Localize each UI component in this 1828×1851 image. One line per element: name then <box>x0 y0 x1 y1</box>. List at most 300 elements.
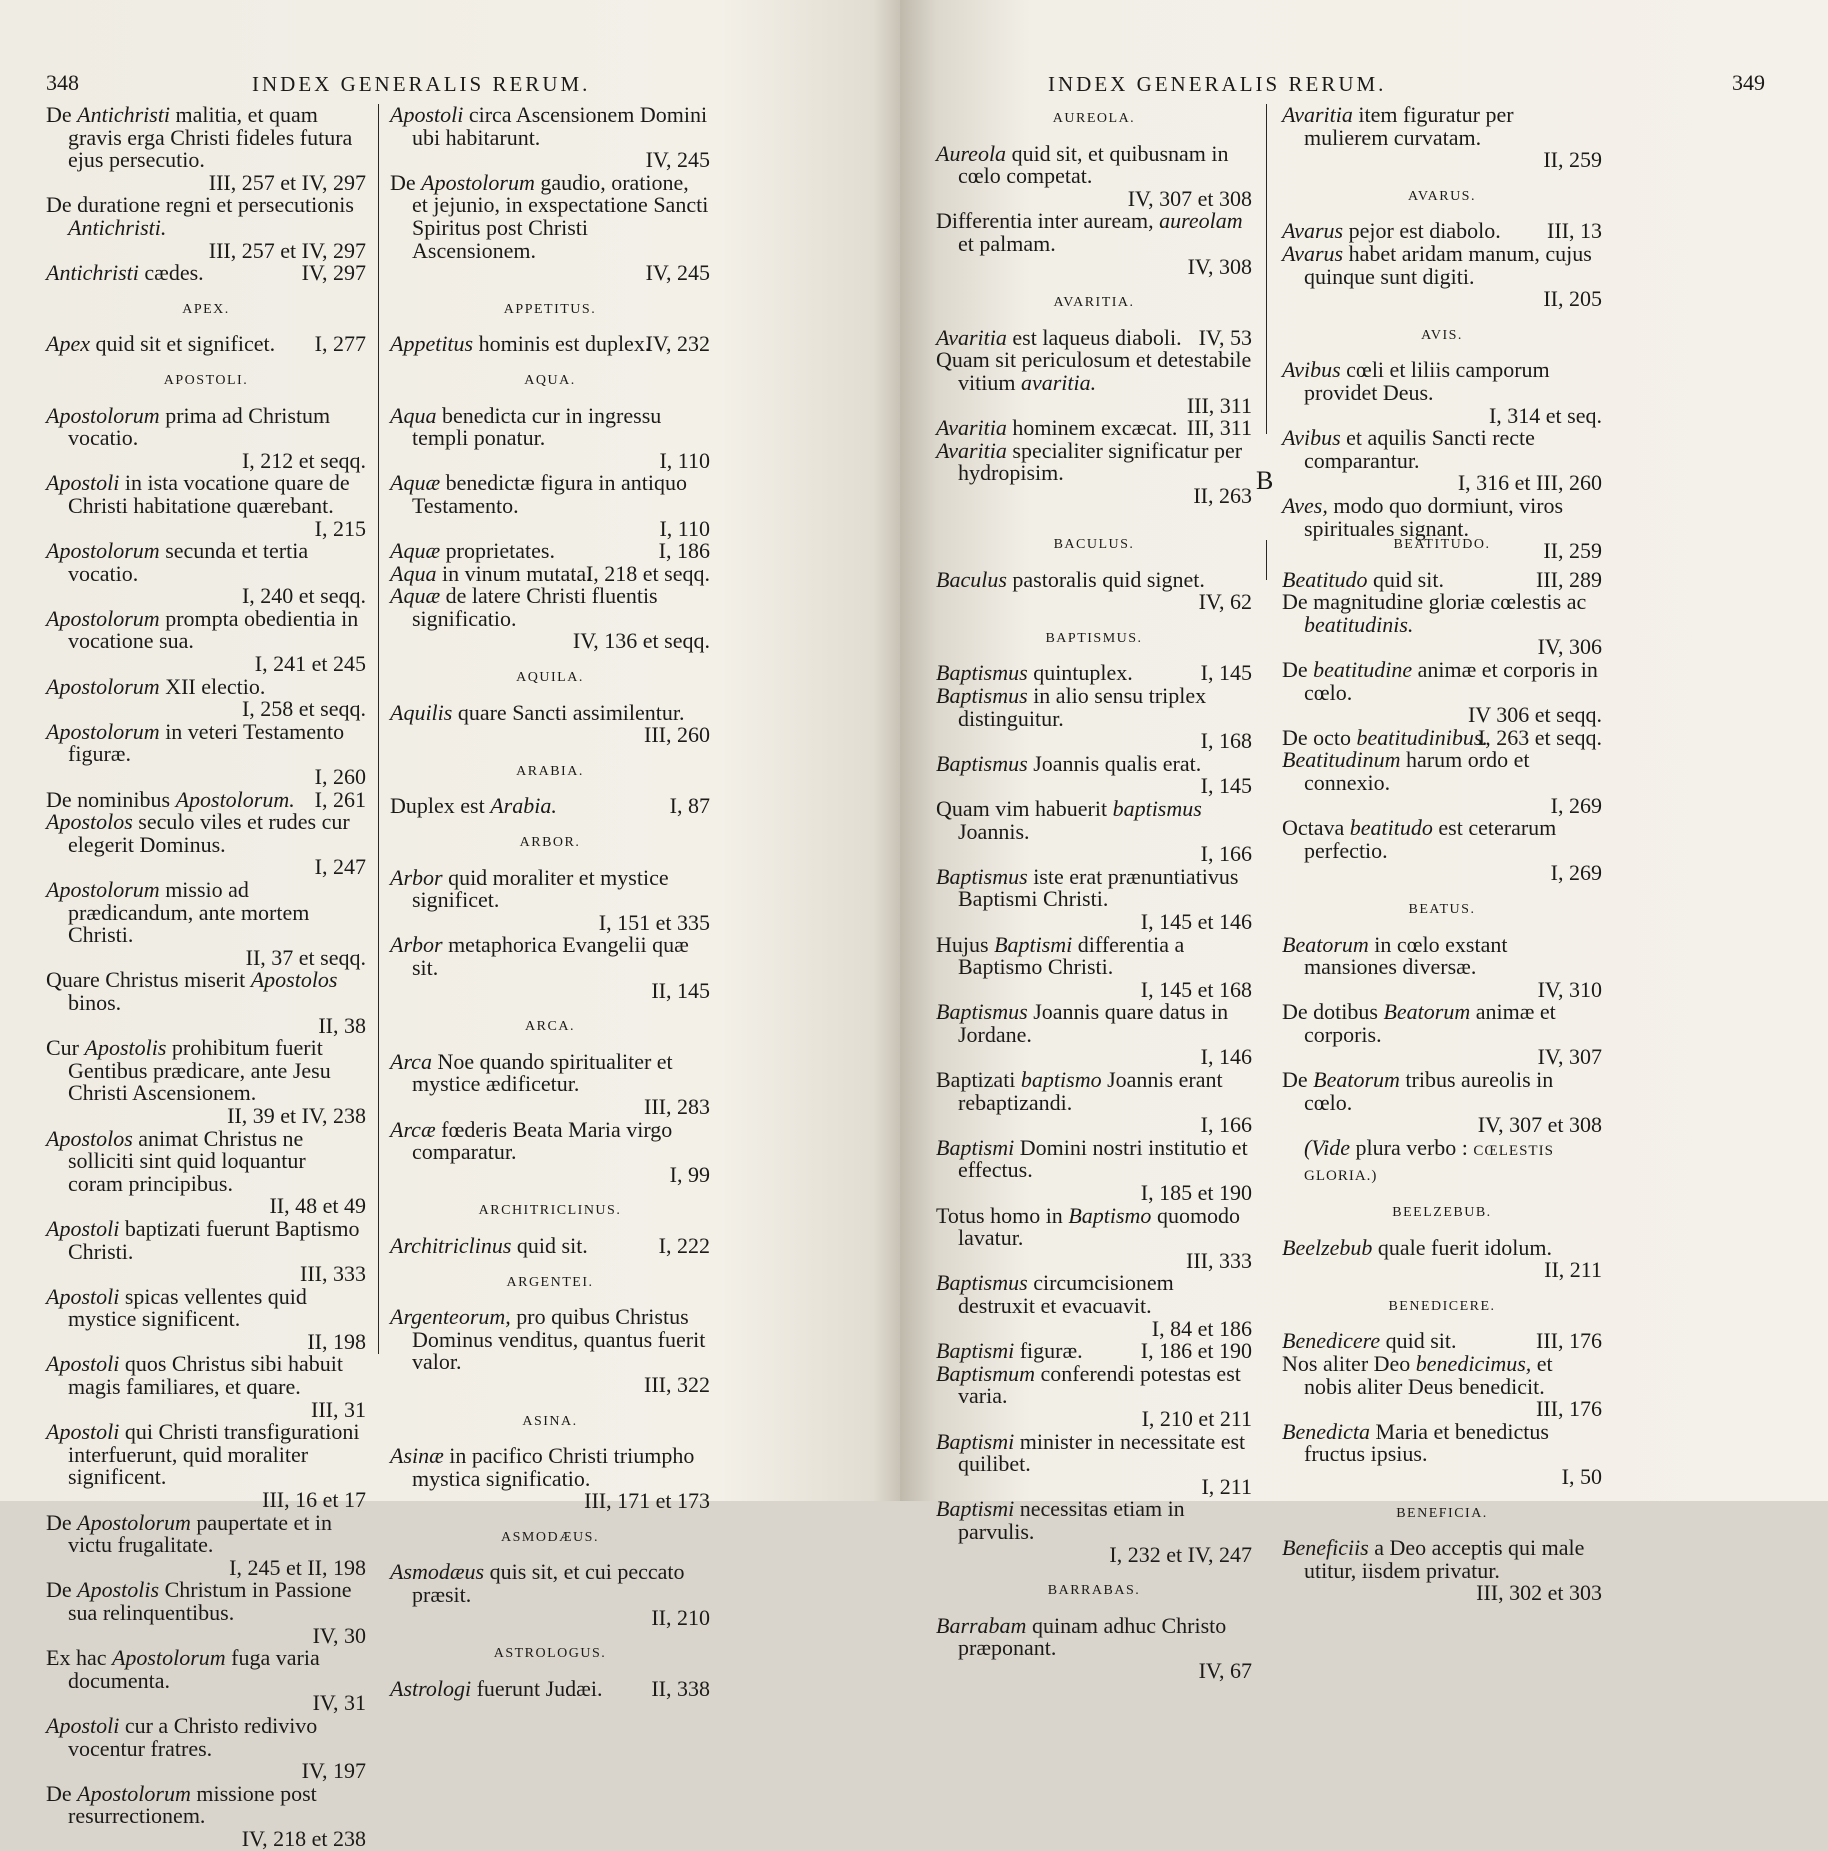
index-entry <box>936 210 1252 278</box>
entry-headword: Arca <box>390 1048 432 1074</box>
entry-text: quid sit. <box>1367 566 1444 592</box>
entry-reference: I, 211 <box>1201 1473 1252 1499</box>
entry-text: qui Christi transfigurationi interfuerunt, quid moraliter significent. <box>68 1419 360 1490</box>
entry-headword: Apostolis <box>84 1035 167 1061</box>
left-folio: 348 <box>46 70 79 95</box>
entry-headword: Benedicere <box>1282 1328 1381 1354</box>
entry-text: De <box>390 169 422 195</box>
entry-reference: II, 211 <box>1544 1257 1602 1283</box>
index-heading: ASINA. <box>522 1413 578 1429</box>
entry-text: in alio sensu triplex distinguitur. <box>958 682 1207 731</box>
index-entry <box>46 402 366 473</box>
entry-reference: III, 322 <box>644 1371 710 1397</box>
index-heading: BARRABAS. <box>1047 1583 1141 1599</box>
entry-text: quid sit et significet. <box>89 331 276 357</box>
entry-reference: I, 232 et IV, 247 <box>1109 1541 1252 1567</box>
entry-headword: Apostolis <box>77 1577 160 1603</box>
index-entry <box>46 262 366 285</box>
right-top-column-1 <box>936 104 1252 508</box>
index-entry <box>390 1306 710 1396</box>
entry-headword: Antichristi. <box>68 214 167 240</box>
entry-reference: III, 176 <box>1536 1328 1602 1354</box>
index-entry <box>936 1340 1252 1363</box>
entry-text: De <box>1282 1067 1314 1093</box>
index-entry <box>46 969 366 1037</box>
entry-text: baptizati fuerunt Baptismo Christi. <box>68 1215 360 1264</box>
entry-text: animæ et corporis. <box>1304 999 1556 1047</box>
entry-headword: Asinæ <box>390 1443 444 1469</box>
index-heading: ARCHITRICLINUS. <box>478 1203 622 1219</box>
index-entry <box>390 560 710 586</box>
index-entry <box>46 1421 366 1511</box>
entry-reference: III, 260 <box>644 722 710 748</box>
entry-text: De <box>46 102 78 127</box>
entry-reference: II, 210 <box>651 1604 710 1630</box>
entry-reference: I, 84 et 186 <box>1151 1315 1252 1341</box>
index-entry <box>936 863 1252 934</box>
index-heading: BEELZEBUB. <box>1392 1205 1492 1221</box>
index-heading: BENEFICIA. <box>1396 1505 1488 1521</box>
entry-text: in pacifico Christi triumpho mystica significatio. <box>412 1443 695 1491</box>
entry-headword: Beatitudinum <box>1282 747 1401 773</box>
entry-reference: I, 277 <box>314 331 366 357</box>
entry-headword: Asmodæus <box>390 1559 485 1585</box>
index-entry <box>46 786 366 812</box>
entry-reference: I, 145 <box>1200 660 1252 686</box>
entry-text: Ex hac <box>46 1645 112 1671</box>
index-entry <box>1282 1330 1602 1353</box>
entry-reference: IV, 30 <box>312 1622 366 1648</box>
index-entry <box>390 104 710 172</box>
entry-headword: beatitudine <box>1313 656 1413 682</box>
entry-text: quale fuerit idolum. <box>1372 1234 1553 1260</box>
entry-reference: I, 151 et 335 <box>598 909 710 935</box>
entry-text: fuerunt Judæi. <box>471 1675 603 1701</box>
entry-text: metaphorica Evangelii quæ sit. <box>412 932 689 980</box>
entry-headword: Aqua <box>390 560 437 586</box>
entry-headword: Apostolos <box>46 809 133 835</box>
index-entry <box>390 472 710 540</box>
entry-headword: Beatorum <box>1383 999 1471 1025</box>
entry-reference: I, 110 <box>659 515 710 541</box>
index-entry <box>1282 220 1602 243</box>
entry-text: binos. <box>68 989 122 1015</box>
entry-reference: I, 145 et 168 <box>1140 976 1252 1002</box>
entry-reference: IV, 308 <box>1187 253 1252 279</box>
entry-text: Differentia inter auream, <box>936 208 1160 234</box>
entry-text: in cœlo exstant mansiones diversæ. <box>1304 931 1508 980</box>
see-also-note <box>1282 1134 1602 1188</box>
entry-reference: I, 186 <box>658 538 710 564</box>
index-entry <box>46 1125 366 1219</box>
entry-reference: I, 145 et 146 <box>1140 908 1252 934</box>
index-entry <box>1282 817 1602 885</box>
index-entry <box>46 194 366 262</box>
entry-text: Quare Christus miserit <box>46 967 251 993</box>
index-entry <box>1282 427 1602 495</box>
entry-text: prohibitum fuerit Gentibus prædicare, ante Jesu Christi Ascensionem. <box>68 1035 331 1106</box>
index-entry <box>46 1283 366 1354</box>
entry-headword: Barrabam <box>936 1612 1027 1638</box>
entry-headword: baptismus <box>1112 795 1202 821</box>
index-heading: ARABIA. <box>516 763 584 779</box>
entry-reference: IV, 310 <box>1537 976 1602 1002</box>
entry-headword: Aquæ <box>390 538 441 564</box>
entry-reference: I, 218 et seqq. <box>585 560 710 586</box>
column-rule <box>378 104 379 1354</box>
entry-reference: I, 166 <box>1200 1112 1252 1138</box>
entry-text: quis sit, et cui peccato præsit. <box>412 1559 685 1608</box>
entry-reference: I, 186 et 190 <box>1140 1338 1252 1364</box>
index-heading: ASTROLOGUS. <box>493 1646 607 1662</box>
entry-headword: Baptismum <box>936 1360 1035 1386</box>
index-entry <box>936 1272 1252 1340</box>
entry-headword: beatitudinibus. <box>1356 724 1488 750</box>
entry-reference: I, 240 et seqq. <box>241 583 366 609</box>
entry-reference: II, 48 et 49 <box>269 1193 366 1219</box>
column-rule <box>1266 104 1267 434</box>
entry-text: Noe quando spiritualiter et mystice ædificetur. <box>412 1048 673 1097</box>
index-entry <box>390 402 710 473</box>
entry-text: prompta obedientia in vocatione sua. <box>68 605 359 654</box>
entry-reference: I, 241 et 245 <box>254 651 366 677</box>
entry-text: animæ et corporis in cœlo. <box>1304 656 1598 705</box>
entry-reference: IV, 307 et 308 <box>1127 185 1252 211</box>
left-page <box>0 0 900 1851</box>
entry-text: benedictæ figura in antiquo Testamento. <box>412 470 687 518</box>
index-entry <box>1282 656 1602 728</box>
index-entry <box>46 1037 366 1127</box>
entry-headword: Avaritia <box>936 415 1007 441</box>
entry-text: habet aridam manum, cujus quinque sunt digiti. <box>1304 240 1592 289</box>
entry-reference: I, 166 <box>1200 841 1252 867</box>
index-entry <box>1282 724 1602 750</box>
index-heading: AVARITIA. <box>1053 295 1135 311</box>
entry-headword: beatitudo <box>1349 815 1433 841</box>
entry-text: tribus aureolis in cœlo. <box>1304 1067 1554 1115</box>
index-entry <box>390 333 710 356</box>
see-also-text: plura verbo : <box>1350 1134 1474 1160</box>
index-entry <box>936 140 1252 211</box>
entry-text: De octo <box>1282 724 1357 750</box>
index-heading: AQUA. <box>524 372 576 388</box>
index-entry <box>936 662 1252 685</box>
entry-reference: II, 263 <box>1193 482 1252 508</box>
index-entry <box>46 472 366 540</box>
entry-text: De <box>46 1577 78 1603</box>
entry-reference: I, 263 et seqq. <box>1477 724 1602 750</box>
entry-headword: baptismo <box>1020 1067 1102 1093</box>
entry-text: fuga varia documenta. <box>68 1645 320 1693</box>
entry-text: figuræ. <box>1014 1338 1083 1364</box>
entry-text: quid sit. <box>1380 1328 1457 1354</box>
index-heading: APEX. <box>182 301 230 317</box>
entry-text: missio ad prædicandum, ante mortem Christi. <box>68 877 310 948</box>
entry-text: de latere Christi fluentis significatio. <box>412 583 658 631</box>
entry-headword: Aqua <box>390 402 437 428</box>
entry-text: Duplex est <box>390 793 491 819</box>
entry-headword: Beatitudo <box>1282 566 1368 592</box>
entry-reference: I, 146 <box>1200 1044 1252 1070</box>
entry-reference: I, 269 <box>1550 792 1602 818</box>
entry-headword: Beneficiis <box>1282 1535 1369 1561</box>
entry-reference: I, 110 <box>659 447 710 473</box>
entry-reference: IV, 307 <box>1537 1044 1602 1070</box>
index-heading: ASMODÆUS. <box>501 1529 599 1545</box>
entry-text: item figuratur per mulierem curvatam. <box>1304 102 1514 150</box>
entry-reference: I, 87 <box>669 793 710 819</box>
entry-headword: Baptismus <box>936 660 1028 686</box>
entry-headword: Arabia. <box>490 793 557 819</box>
entry-reference: I, 99 <box>669 1161 710 1187</box>
entry-reference: II, 39 et IV, 238 <box>227 1102 366 1128</box>
entry-reference: IV, 31 <box>312 1690 366 1716</box>
entry-headword: Apostoli <box>46 470 120 496</box>
entry-text: minister in necessitate est quilibet. <box>958 1428 1246 1477</box>
entry-headword: Arbor <box>390 864 443 890</box>
index-entry <box>46 1647 366 1715</box>
right-page <box>900 0 1828 1683</box>
entry-headword: Apostolorum <box>46 718 160 744</box>
entry-text: hominem excæcat. <box>1006 415 1178 441</box>
index-entry <box>390 1232 710 1258</box>
entry-text: De <box>46 1509 78 1535</box>
index-entry <box>936 1069 1252 1137</box>
entry-headword: Apostolorum <box>111 1645 226 1671</box>
index-entry <box>1282 566 1602 592</box>
entry-headword: Apostolorum <box>46 538 160 564</box>
entry-headword: avaritia. <box>1020 369 1097 395</box>
index-heading: BENEDICERE. <box>1388 1298 1496 1314</box>
index-entry <box>1282 359 1602 427</box>
entry-reference: I, 247 <box>314 854 366 880</box>
entry-headword: Beatorum <box>1313 1067 1400 1093</box>
entry-text: Baptizati <box>936 1067 1021 1093</box>
entry-text: in vinum mutata. <box>436 560 592 586</box>
entry-text: Quam vim habuerit <box>936 795 1113 821</box>
entry-text: specialiter significatur per hydropisim. <box>958 437 1243 486</box>
entry-headword: Baptismus <box>936 999 1028 1025</box>
entry-headword: Aves, <box>1282 492 1328 518</box>
entry-headword: Apostolorum <box>421 169 535 195</box>
entry-headword: benedicimus, <box>1415 1351 1532 1376</box>
entry-headword: Apostolorum. <box>175 786 295 812</box>
entry-reference: IV, 245 <box>645 260 710 286</box>
entry-reference: III, 289 <box>1536 566 1602 592</box>
see-also-open: (Vide <box>1304 1134 1351 1160</box>
entry-reference: III, 31 <box>311 1396 366 1422</box>
index-entry <box>936 1612 1252 1683</box>
entry-reference: IV, 232 <box>645 331 710 357</box>
index-entry <box>46 1780 366 1851</box>
entry-headword: Apostoli <box>390 102 464 127</box>
entry-reference: I, 222 <box>658 1232 710 1258</box>
entry-headword: Beatorum <box>1282 931 1369 957</box>
entry-text: XII electio. <box>159 673 266 699</box>
index-entry <box>46 1509 366 1580</box>
index-entry <box>1282 1537 1602 1605</box>
entry-text: quid moraliter et mystice significet. <box>412 864 669 913</box>
entry-headword: Apostoli <box>46 1283 120 1309</box>
entry-reference: I, 316 et III, 260 <box>1457 470 1602 496</box>
entry-reference: IV, 297 <box>301 260 366 286</box>
index-entry <box>390 699 710 748</box>
section-letter: B <box>1256 466 1274 495</box>
entry-headword: Aureola <box>936 140 1007 166</box>
index-heading: AVIS. <box>1421 327 1463 343</box>
entry-text: in veteri Testamento figuræ. <box>68 718 345 767</box>
entry-text: in ista vocatione quare de Christi habitatione quærebant. <box>68 470 350 518</box>
see-also-sc: CŒLESTIS GLORIA.) <box>1304 1142 1554 1185</box>
entry-headword: Baptismi <box>936 1338 1015 1364</box>
entry-text: Joannis. <box>958 818 1030 844</box>
entry-text: et palmam. <box>958 230 1056 256</box>
entry-text: spicas vellentes quid mystice significent. <box>68 1283 307 1332</box>
index-entry <box>936 1498 1252 1566</box>
entry-text: De magnitudine gloriæ cœlestis ac <box>1282 589 1587 615</box>
entry-reference: IV 306 et seqq. <box>1467 702 1602 728</box>
index-entry <box>936 682 1252 754</box>
index-heading: ARCA. <box>525 1019 575 1035</box>
index-heading: AVARUS. <box>1408 188 1476 204</box>
entry-text: cœli et liliis camporum providet Deus. <box>1304 357 1550 405</box>
index-entry <box>936 750 1252 799</box>
entry-headword: Baptismi <box>994 931 1073 957</box>
entry-headword: Architriclinus <box>390 1232 512 1258</box>
right-top-column-2 <box>1282 104 1602 563</box>
index-entry <box>46 333 366 356</box>
entry-text: Joannis erant rebaptizandi. <box>958 1067 1223 1115</box>
entry-reference: III, 257 et IV, 297 <box>208 169 366 195</box>
entry-reference: IV, 53 <box>1198 324 1252 350</box>
entry-text: quomodo lavatur. <box>958 1202 1241 1251</box>
entry-reference: I, 261 <box>314 786 366 812</box>
index-entry <box>936 437 1252 508</box>
index-entry <box>46 673 366 722</box>
entry-text: Maria et benedictus fructus ipsius. <box>1304 1418 1549 1467</box>
index-entry <box>936 931 1252 1002</box>
entry-headword: Argenteorum, <box>390 1304 511 1330</box>
entry-text: benedicta cur in ingressu templi ponatur. <box>412 402 662 451</box>
entry-text: differentia a Baptismo Christi. <box>958 931 1185 980</box>
entry-reference: III, 257 et IV, 297 <box>208 237 366 263</box>
entry-headword: Apostoli <box>46 1215 120 1241</box>
entry-headword: Beelzebub <box>1282 1234 1373 1260</box>
entry-text: Quam sit periculosum et detestabile vitium <box>936 347 1252 395</box>
index-entry <box>390 1675 710 1701</box>
index-entry <box>936 1202 1252 1273</box>
index-heading: APPETITUS. <box>503 301 597 317</box>
entry-reference: I, 245 et II, 198 <box>229 1554 366 1580</box>
entry-reference: III, 283 <box>644 1093 710 1119</box>
entry-headword: Baptismi <box>936 1496 1015 1522</box>
entry-headword: Apostolorum <box>46 673 160 699</box>
entry-text: De duratione regni et persecutionis <box>46 192 354 218</box>
entry-reference: I, 210 et 211 <box>1141 1405 1252 1431</box>
entry-text: harum ordo et connexio. <box>1304 747 1530 795</box>
entry-reference: III, 311 <box>1186 392 1252 418</box>
index-entry <box>390 169 710 286</box>
entry-text: Nos aliter Deo <box>1282 1351 1416 1376</box>
entry-headword: Avaritia <box>936 437 1007 463</box>
index-entry <box>1282 1418 1602 1489</box>
entry-reference: III, 302 et 303 <box>1476 1580 1602 1606</box>
entry-headword: Avibus <box>1282 357 1341 383</box>
entry-text: a Deo acceptis qui male utitur, iisdem privatur. <box>1304 1535 1585 1583</box>
entry-reference: III, 311 <box>1186 415 1252 441</box>
entry-text: Cur <box>46 1035 85 1061</box>
entry-reference: II, 145 <box>651 977 710 1003</box>
entry-reference: IV, 218 et 238 <box>241 1825 366 1851</box>
entry-headword: Apostolos <box>46 1125 133 1151</box>
entry-headword: Appetitus <box>390 331 474 357</box>
entry-reference: IV, 62 <box>1198 589 1252 615</box>
index-entry <box>46 718 366 790</box>
entry-reference: IV, 197 <box>301 1758 366 1784</box>
right-folio: 349 <box>1732 70 1765 95</box>
entry-text: fœderis Beata Maria virgo comparatur. <box>412 1116 673 1165</box>
entry-headword: Baptismus <box>936 863 1028 889</box>
entry-text: et nobis aliter Deus benedicit. <box>1304 1351 1553 1399</box>
index-entry <box>46 811 366 879</box>
entry-reference: IV, 307 et 308 <box>1477 1112 1602 1138</box>
entry-reference: III, 16 et 17 <box>262 1487 366 1513</box>
entry-headword: Apostoli <box>46 1712 120 1738</box>
right-bottom-column-2 <box>1282 530 1602 1605</box>
entry-headword: Aquilis <box>390 699 453 725</box>
entry-text: modo quo dormiunt, viros spirituales signant. <box>1304 492 1564 541</box>
entry-headword: Avaritia <box>1282 102 1353 127</box>
index-entry <box>936 1428 1252 1499</box>
entry-reference: III, 13 <box>1547 218 1602 244</box>
index-entry <box>1282 1001 1602 1069</box>
index-entry <box>390 585 710 653</box>
entry-headword: Avibus <box>1282 425 1341 451</box>
index-heading: ARGENTEI. <box>506 1274 594 1290</box>
entry-text: gaudio, oratione, et jejunio, in exspectatione Sancti Spiritus post Christi Ascensionem. <box>412 169 709 263</box>
entry-headword: Aquæ <box>390 470 441 496</box>
index-entry <box>46 605 366 677</box>
entry-text: pastoralis quid signet. <box>1006 566 1205 592</box>
entry-reference: IV, 306 <box>1537 634 1602 660</box>
entry-reference: II, 205 <box>1543 286 1602 312</box>
entry-headword: Baptismi <box>936 1134 1015 1160</box>
entry-text: Domini nostri institutio et effectus. <box>958 1134 1248 1183</box>
entry-headword: Avarus <box>1282 240 1344 266</box>
entry-text: pro quibus Christus Dominus venditus, quantus fuerit valor. <box>412 1304 706 1375</box>
entry-headword: Apostoli <box>46 1351 120 1377</box>
entry-reference: I, 145 <box>1200 773 1252 799</box>
index-entry <box>390 540 710 563</box>
entry-headword: Antichristi <box>77 102 171 127</box>
index-entry <box>936 1134 1252 1206</box>
entry-text: proprietates. <box>440 538 555 564</box>
index-heading: BEATITUDO. <box>1393 537 1491 552</box>
index-entry <box>1282 240 1602 312</box>
index-heading: BAPTISMUS. <box>1045 630 1143 646</box>
entry-text: prima ad Christum vocatio. <box>68 402 331 451</box>
entry-text: conferendi potestas est varia. <box>958 1360 1241 1409</box>
index-entry <box>1282 104 1602 172</box>
index-entry <box>936 1001 1252 1069</box>
entry-reference: I, 212 et seqq. <box>241 447 366 473</box>
entry-text: De <box>46 1780 78 1806</box>
entry-text: paupertate et in victu frugalitate. <box>68 1509 332 1558</box>
entry-reference: III, 171 et 173 <box>584 1488 710 1514</box>
entry-text: Hujus <box>936 931 995 957</box>
entry-text: malitia, et quam gravis erga Christi fideles futura ejus persecutio. <box>68 102 353 173</box>
index-entry <box>46 879 366 969</box>
